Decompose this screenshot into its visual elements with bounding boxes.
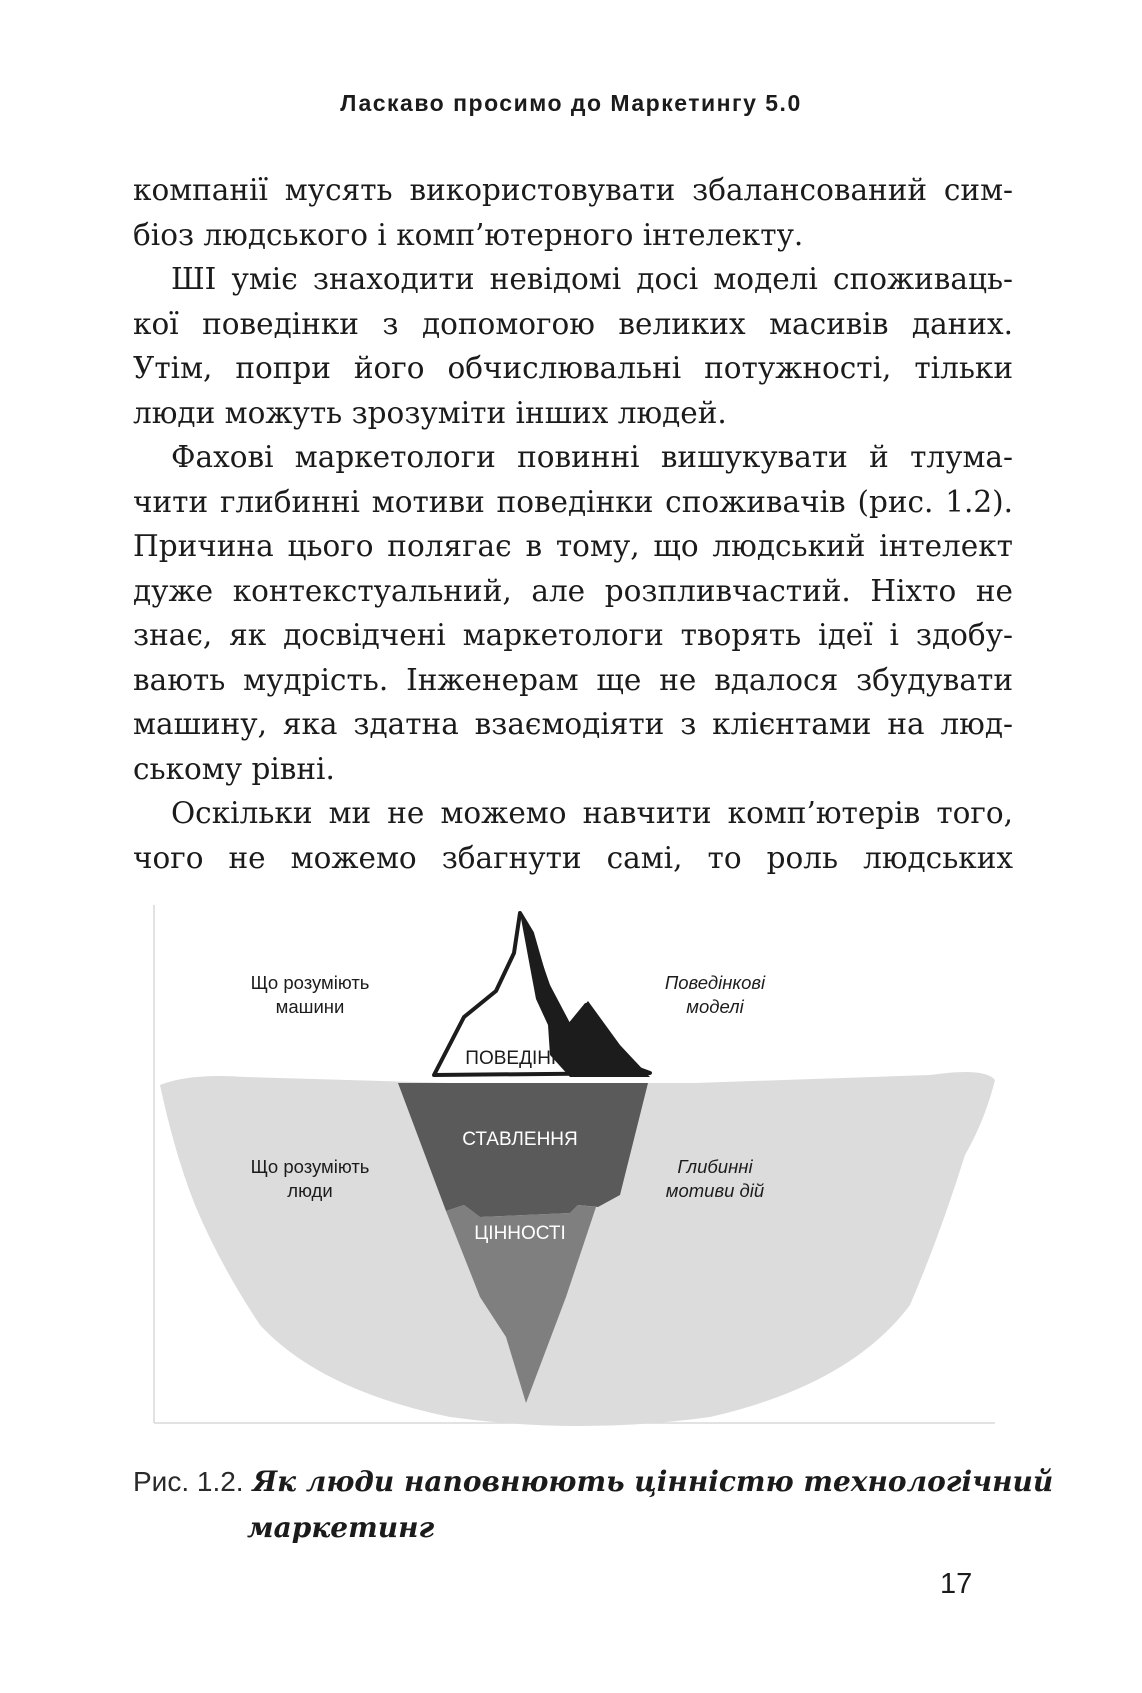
text-line: Причина цього полягає в тому, що людський інтелект	[133, 529, 1013, 563]
label-machines-understand-line1: Що розуміють	[250, 972, 370, 993]
text-line: вають мудрість. Інженерам ще не вдалося збудувати	[133, 662, 1013, 697]
page-number: 17	[940, 1568, 973, 1600]
text-line: люди можуть зрозуміти інших людей.	[133, 395, 727, 430]
text-line: знає, як досвідчені маркетологи творять ідеї і здобу-	[133, 618, 1013, 652]
text-line: Утім, попри його обчислювальні потужності, тільки	[133, 351, 1013, 385]
label-machines-understand-line2: машини	[275, 996, 345, 1017]
caption-title-line2: маркетинг	[247, 1511, 435, 1544]
text-line: Оскільки ми не можемо навчити комп’ютерів того,	[171, 796, 1013, 830]
layer-label-values: ЦІННОСТІ	[474, 1223, 566, 1244]
text-line: Фахові маркетологи повинні вишукувати й тлума-	[171, 440, 1013, 474]
caption-prefix: Рис. 1.2.	[133, 1466, 244, 1497]
label-deep-motives-line1: Глибинні	[677, 1156, 753, 1177]
text-line: кої поведінки з допомогою великих масивів даних.	[133, 306, 1013, 341]
iceberg-diagram	[150, 905, 995, 1430]
layer-label-attitude: СТАВЛЕННЯ	[462, 1129, 578, 1150]
text-line: компанії мусять використовувати збалансований сим-	[133, 173, 1013, 207]
caption-title-line1: Як люди наповнюють цінністю технологічний	[252, 1465, 1054, 1498]
layer-label-behavior: ПОВЕДІНКА	[465, 1048, 575, 1069]
figure-caption	[133, 1459, 1053, 1551]
iceberg-figure	[150, 905, 995, 1430]
text-line: чого не можемо збагнути самі, то роль людських	[133, 840, 1013, 875]
text-line: ському рівні.	[133, 751, 335, 786]
label-behavior-models-line2: моделі	[686, 996, 744, 1017]
text-line: біоз людського і комп’ютерного інтелекту.	[133, 217, 804, 252]
body-text	[133, 168, 1013, 880]
text-line: дуже контекстуальний, але розпливчастий. Ніхто не	[133, 573, 1013, 608]
label-people-understand-line2: люди	[287, 1180, 333, 1201]
running-head: Ласкаво просимо до Маркетингу 5.0	[340, 90, 802, 116]
text-line: чити глибинні мотиви поведінки споживачів (рис. 1.2).	[133, 484, 1013, 519]
label-people-understand-line1: Що розуміють	[250, 1156, 370, 1177]
label-deep-motives-line2: мотиви дій	[665, 1180, 765, 1201]
text-line: ШІ уміє знаходити невідомі досі моделі споживаць-	[171, 262, 1013, 296]
text-line: машину, яка здатна взаємодіяти з клієнтами на люд-	[133, 707, 1013, 741]
label-behavior-models-line1: Поведінкові	[664, 972, 766, 993]
